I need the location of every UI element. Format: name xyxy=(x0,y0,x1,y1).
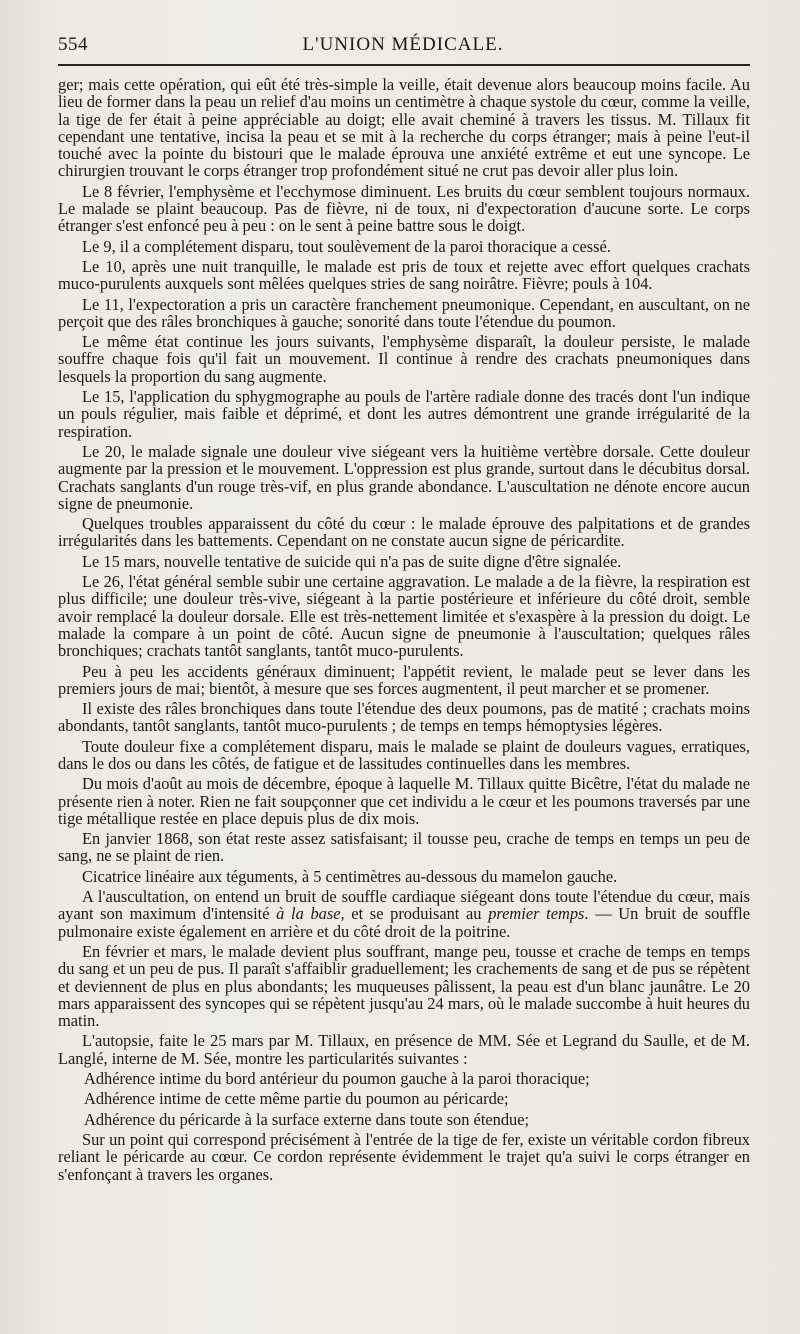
paragraph: Le 8 février, l'emphysème et l'ecchymose diminuent. Les bruits du cœur semblent toujours normaux. Le malade se plaint beaucoup. Pas de fièvre, ni de toux, ni d'expectoration d'aucune sorte. Le corps étranger s'est enfoncé peu à peu : on le sent à peine battre sous le doigt. xyxy=(58,181,750,236)
finding-item: Adhérence intime du bord antérieur du poumon gauche à la paroi thoracique; xyxy=(84,1069,590,1089)
paragraph: En janvier 1868, son état reste assez satisfaisant; il tousse peu, crache de temps en temps un peu de sang, ne se plaint de rien. xyxy=(58,829,750,866)
paragraph: Cicatrice linéaire aux téguments, à 5 centimètres au-dessous du mamelon gauche. xyxy=(82,866,618,886)
paragraph: Le 11, l'expectoration a pris un caractère franchement pneumonique. Cependant, en auscultant, on ne perçoit que des râles bronchiques à gauche; sonorité dans toute l'étendue du poumon. xyxy=(58,294,750,331)
text-run: , et se produisant au xyxy=(340,904,489,924)
paragraph-auscultation xyxy=(58,888,750,940)
paragraph: Du mois d'août au mois de décembre, époque à laquelle M. Tillaux quitte Bicêtre, l'état du malade ne présente rien à noter. Rien ne fait soupçonner que cet individu a le cœur et les poumons traversés par une tige métallique restée en place depuis plus de dix mois. xyxy=(58,774,750,828)
page-header xyxy=(58,34,748,56)
paragraph: Le 15, l'application du sphygmographe au pouls de l'artère radiale donne des tracés dont l'un indique un pouls régulier, mais faible et déprimé, et dont les autres démontrent une grande irrégularité de la respiration. xyxy=(58,387,750,441)
article-body xyxy=(58,76,750,1186)
finding-item: Adhérence intime de cette même partie du poumon au péricarde; xyxy=(84,1089,509,1109)
paragraph: ger; mais cette opération, qui eût été très-simple la veille, était devenue alors beaucoup moins facile. Au lieu de former dans la peau un relief d'au moins un centimètre à chaque systole du cœur, comme la veille, la tige de fer était à peine appréciable au doigt; elle avait cheminé à travers les tissus. M. Tillaux fit cependant une tentative, incisa la peau et se mit à la recherche du corps étranger; mais à peine l'eut-il touché avec la pointe du bistouri que le malade éprouva une anxiété extrême et eut une syncope. Le chirurgien trouvant le corps étranger trop profondément situé ne crut pas devoir aller plus loin. xyxy=(58,75,750,181)
paragraph: Le 15 mars, nouvelle tentative de suicide qui n'a pas de suite digne d'être signalée. xyxy=(82,551,622,571)
italic-run: à la base xyxy=(276,904,341,924)
paragraph: Le même état continue les jours suivants, l'emphysème disparaît, la douleur persiste, le malade souffre chaque fois qu'il fait un mouvement. Il continue à rendre des crachats pneumoniques dans lesquels la proportion du sang augmente. xyxy=(58,332,750,386)
paragraph: Le 9, il a complétement disparu, tout soulèvement de la paroi thoracique a cessé. xyxy=(82,236,611,256)
paragraph: Toute douleur fixe a complétement disparu, mais le malade se plaint de douleurs vagues, erratiques, dans le dos ou dans les côtés, de fatigue et de lassitudes continuelles dans les membres. xyxy=(58,736,750,773)
paragraph: Peu à peu les accidents généraux diminuent; l'appétit revient, le malade peut se lever dans les premiers jours de mai; bientôt, à mesure que ses forces augmentent, il peut marcher et se promener. xyxy=(58,661,750,698)
running-title: L'UNION MÉDICALE. xyxy=(302,34,504,55)
paragraph: Quelques troubles apparaissent du côté du cœur : le malade éprouve des palpitations et de grandes irrégularités dans les battements. Cependant on ne constate aucun signe de péricardite. xyxy=(58,514,750,551)
paragraph: Le 10, après une nuit tranquille, le malade est pris de toux et rejette avec effort quelques crachats muco-purulents auxquels sont mêlées quelques stries de sang noirâtre. Fièvre; pouls à 104. xyxy=(58,256,750,294)
paragraph: Le 26, l'état général semble subir une certaine aggravation. Le malade a de la fièvre, la respiration est plus difficile; une douleur très-vive, siégeant à la partie postérieure et inférieure du côté droit, semble avoir remplacé la douleur dorsale. Elle est très-nettement limitée et s'exaspère à la pression du doigt. Le malade la compare à un point de côté. Aucun signe de pneumonie à l'auscultation; quelques râles bronchiques; crachats tantôt sanglants, tantôt muco-purulents. xyxy=(58,572,750,661)
finding-item: Adhérence du péricarde à la surface externe dans toute son étendue; xyxy=(84,1109,530,1129)
paragraph: Le 20, le malade signale une douleur vive siégeant vers la huitième vertèbre dorsale. Cette douleur augmente par la pression et le mouvement. L'oppression est plus grande, surtout dans le décubitus dorsal. Crachats sanglants d'un rouge très-vif, en plus grande abondance. L'auscultation ne dénote encore aucun signe de pneumonie. xyxy=(58,441,750,513)
header-rule xyxy=(58,64,750,66)
italic-run: premier temps xyxy=(488,904,585,924)
paragraph: En février et mars, le malade devient plus souffrant, mange peu, tousse et crache de temps en temps du sang et un peu de pus. Il paraît s'affaiblir graduellement; les crachements de sang et de pus se répètent et deviennent de plus en plus abondants; les muqueuses pâlissent, la peau est d'un blanc jaunâtre. Le 20 mars apparaissent des syncopes qui se répètent jusqu'au 24 mars, où le malade succombe à huit heures du matin. xyxy=(58,941,750,1031)
page-number: 554 xyxy=(58,34,88,55)
paragraph: Il existe des râles bronchiques dans toute l'étendue des deux poumons, pas de matité ; crachats moins abondants, tantôt sanglants, tantôt muco-purulents ; de temps en temps hémoptysies légères. xyxy=(58,699,750,736)
text-run: . — Un bruit de souffle pulmonaire existe également en arrière et du côté droit de la poitrine. xyxy=(58,904,750,941)
paragraph: L'autopsie, faite le 25 mars par M. Tillaux, en présence de MM. Sée et Legrand du Saulle, et de M. Langlé, interne de M. Sée, montre les particularités suivantes : xyxy=(58,1031,750,1068)
text-run: A l'auscultation, on entend un bruit de souffle cardiaque siégeant dons toute l'étendue du cœur, mais ayant son maximum d'intensité xyxy=(58,887,750,924)
paragraph-closing: Sur un point qui correspond précisément à l'entrée de la tige de fer, existe un véritable cordon fibreux reliant le péricarde au cœur. Ce cordon représente évidemment le trajet qu'a suivi le corps étranger en s'enfonçant à travers les organes. xyxy=(58,1129,750,1184)
